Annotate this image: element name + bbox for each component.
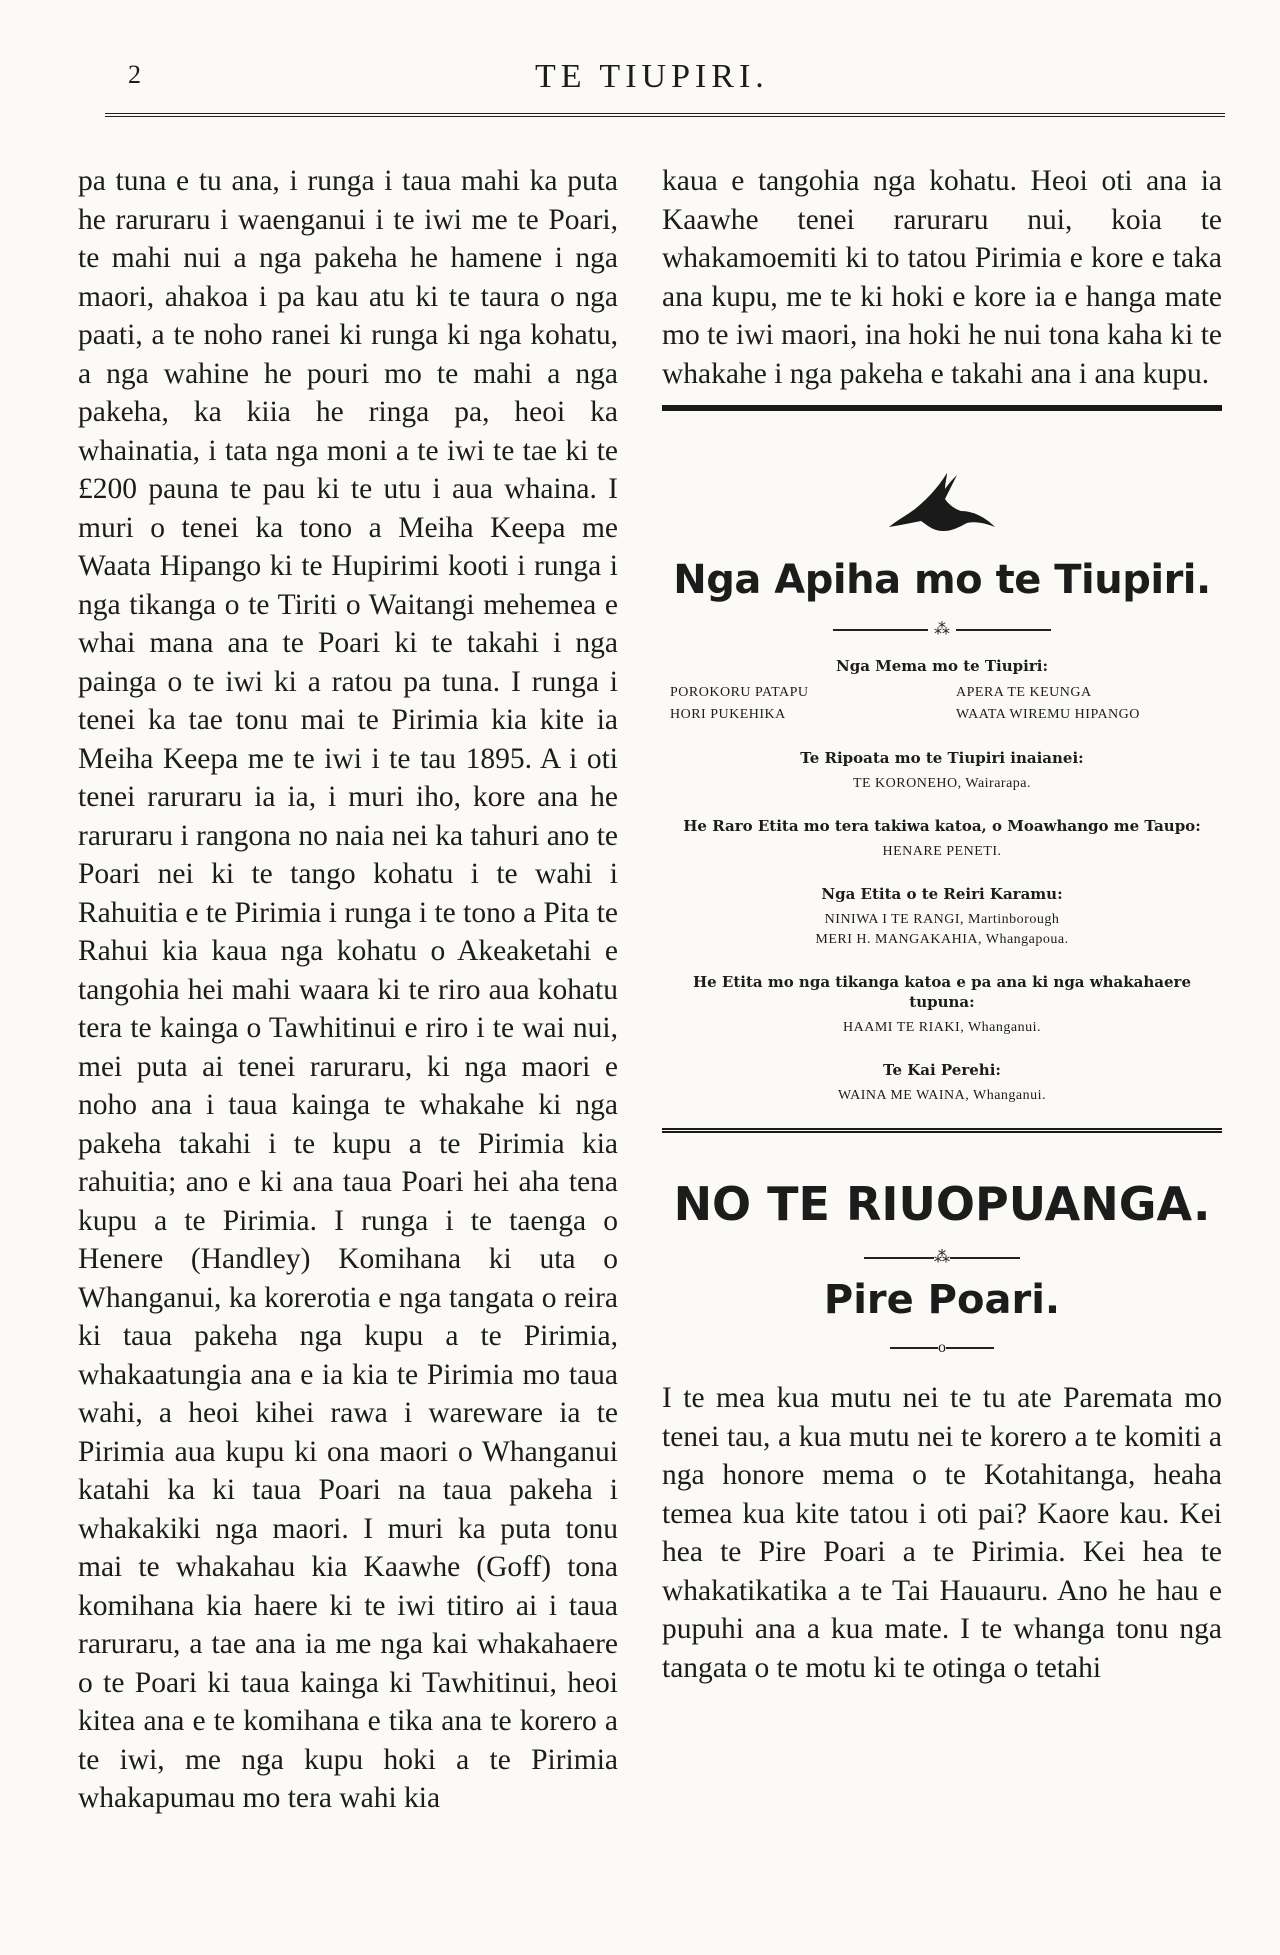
riuopuanga-heading: NO TE RIUOPUANGA. xyxy=(673,1177,1211,1231)
header-rule xyxy=(105,113,1225,117)
left-column xyxy=(78,162,618,1818)
o-divider: o xyxy=(662,1339,1222,1357)
credit-reporter: Te Ripoata mo te Tiupiri inaianei: TE KORONEHO, Wairarapa. xyxy=(800,749,1084,791)
page-number: 2 xyxy=(128,60,141,89)
newspaper-title: TE TIUPIRI. xyxy=(535,58,769,95)
right-column xyxy=(662,162,1222,1687)
left-column-text: pa tuna e tu ana, i runga i taua mahi ka puta he raruraru i waenganui i te iwi me te Poari, te mahi nui a nga pakeha he hamene i nga maori, ahakoa i pa kau atu ki te taura o nga paati, a te noho ranei ki runga ki nga kohatu, a nga wahine he pouri mo te mahi a nga pakeha, ka kiia he ringa pa, heoi ka whainatia, i tata nga moni a te iwi te tae ki te £200 pauna te pau ki te utu i aua whaina. I muri o tenei ka tono a Meiha Keepa me Waata Hipango ki te Hupirimi kooti i runga i nga tikanga o te Tiriti o Waitangi mehemea e whai mana ana te Poari ki te takahi i nga painga o te iwi ki a ratou pa tuna. I runga i tenei ka tae tonu mai te Pirimia kia kite ia Meiha Keepa me te iwi i te tau 1895. A i oti tenei raruraru ia ia, i muri iho, kore ana he raruraru i rangona no naia nei ka tahuri ano te Poari nei ki te tango kohatu i te wahi i Rahuitia e te Pirimia i runga i te tono a Pita te Rahui kia kaua nga kohatu o Akeaketahi e tangohia hei mahi waara ki te riro aua kohatu tera te kainga o Tawhitinui e riro i te wai nui, mei puta ai tenei raruraru, ki nga maori e noho ana i taua kainga te whakahe ki nga pakeha takahi i te kupu a te Pirimia kia rahuitia; ano e ki ana taua Poari hei aha tena kupu a te Pirimia. I runga i te taenga o Henere (Handley) Komihana ki uta o Whanganui, ka korerotia e nga tangata o reira ki taua pakeha nga kupu a te Pirimia, whakaatungia ana e ia kia te Pirimia mo taua wahi, a heoi kihei rawa i wareware ia te Pirimia aua kupu ki ona maori o Whanganui katahi ka ki taua Poari na taua pakeha i whakakiki nga maori. I muri ka puta tonu mai te whakahau kia Kaawhe (Goff) tona komihana kia haere ki te iwi titiro ai i taua raruraru, a tae ana ia me nga kai whakahaere o te Poari ki taua kainga ki Tawhitinui, heoi kitea ana e te komihana e tika ana te korero a te iwi, me nga kupu hoki a te Pirimia whakapumau mo tera wahi kia xyxy=(78,165,618,1814)
member-name: APERA TE KEUNGA xyxy=(956,685,1092,700)
credit-customs-editor: He Etita mo nga tikanga katoa e pa ana ki nga whakahaere tupuna: HAAMI TE RIAKI, Whanganui. xyxy=(692,973,1192,1035)
ornament-divider: ⁂ xyxy=(662,619,1222,638)
officers-heading: Nga Apiha mo te Tiupiri. xyxy=(673,557,1211,603)
article-heading: Pire Poari. xyxy=(823,1277,1061,1323)
section-rule xyxy=(662,1128,1222,1133)
section-rule xyxy=(662,405,1222,411)
member-name: POROKORU PATAPU xyxy=(670,685,809,700)
swallow-icon xyxy=(887,469,997,549)
credit-members: Nga Mema mo te Tiupiri: POROKORU PATAPU APERA TE KEUNGA HORI PUKEHIKA WAATA WIREMU HIPANGO xyxy=(662,656,1222,726)
member-name: WAATA WIREMU HIPANGO xyxy=(956,707,1140,722)
credit-sub-editor: He Raro Etita mo tera takiwa katoa, o Moawhango me Taupo: HENARE PENETI. xyxy=(683,817,1201,859)
ornament-divider: ⁂ xyxy=(662,1247,1222,1267)
article-text: I te mea kua mutu nei te tu ate Paremata mo tenei tau, a kua mutu nei te korero a te komiti a nga honore mema o te Kotahitanga, heaha temea kua kite tatou i oti pai? Kaore kau. Kei hea te Pire Poari a te Pirimia. Kei hea te whakatikatika a te Tai Hauauru. Ano he hau e pupuhi ana a kua mate. I te whanga tonu nga tangata o te motu ki te otinga o tetahi xyxy=(662,1382,1222,1684)
page-header xyxy=(0,50,1280,110)
continuation-text: kaua e tangohia nga kohatu. Heoi oti ana ia Kaawhe tenei raruraru nui, koia te whakamoemiti ki to tatou Pirimia e kore e taka ana kupu, me te ki hoki e kore ia e hanga mate mo te iwi maori, ina hoki he nui tona kaha ki te whakahe i nga pakeha e takahi ana i ana kupu. xyxy=(662,165,1222,390)
credit-printer: Te Kai Perehi: WAINA ME WAINA, Whanganui. xyxy=(837,1061,1047,1103)
member-name: HORI PUKEHIKA xyxy=(670,707,786,722)
credit-ladies-editors: Nga Etita o te Reiri Karamu: NINIWA I TE RANGI, Martinborough MERI H. MANGAKAHIA, Whangapoua. xyxy=(815,885,1069,947)
